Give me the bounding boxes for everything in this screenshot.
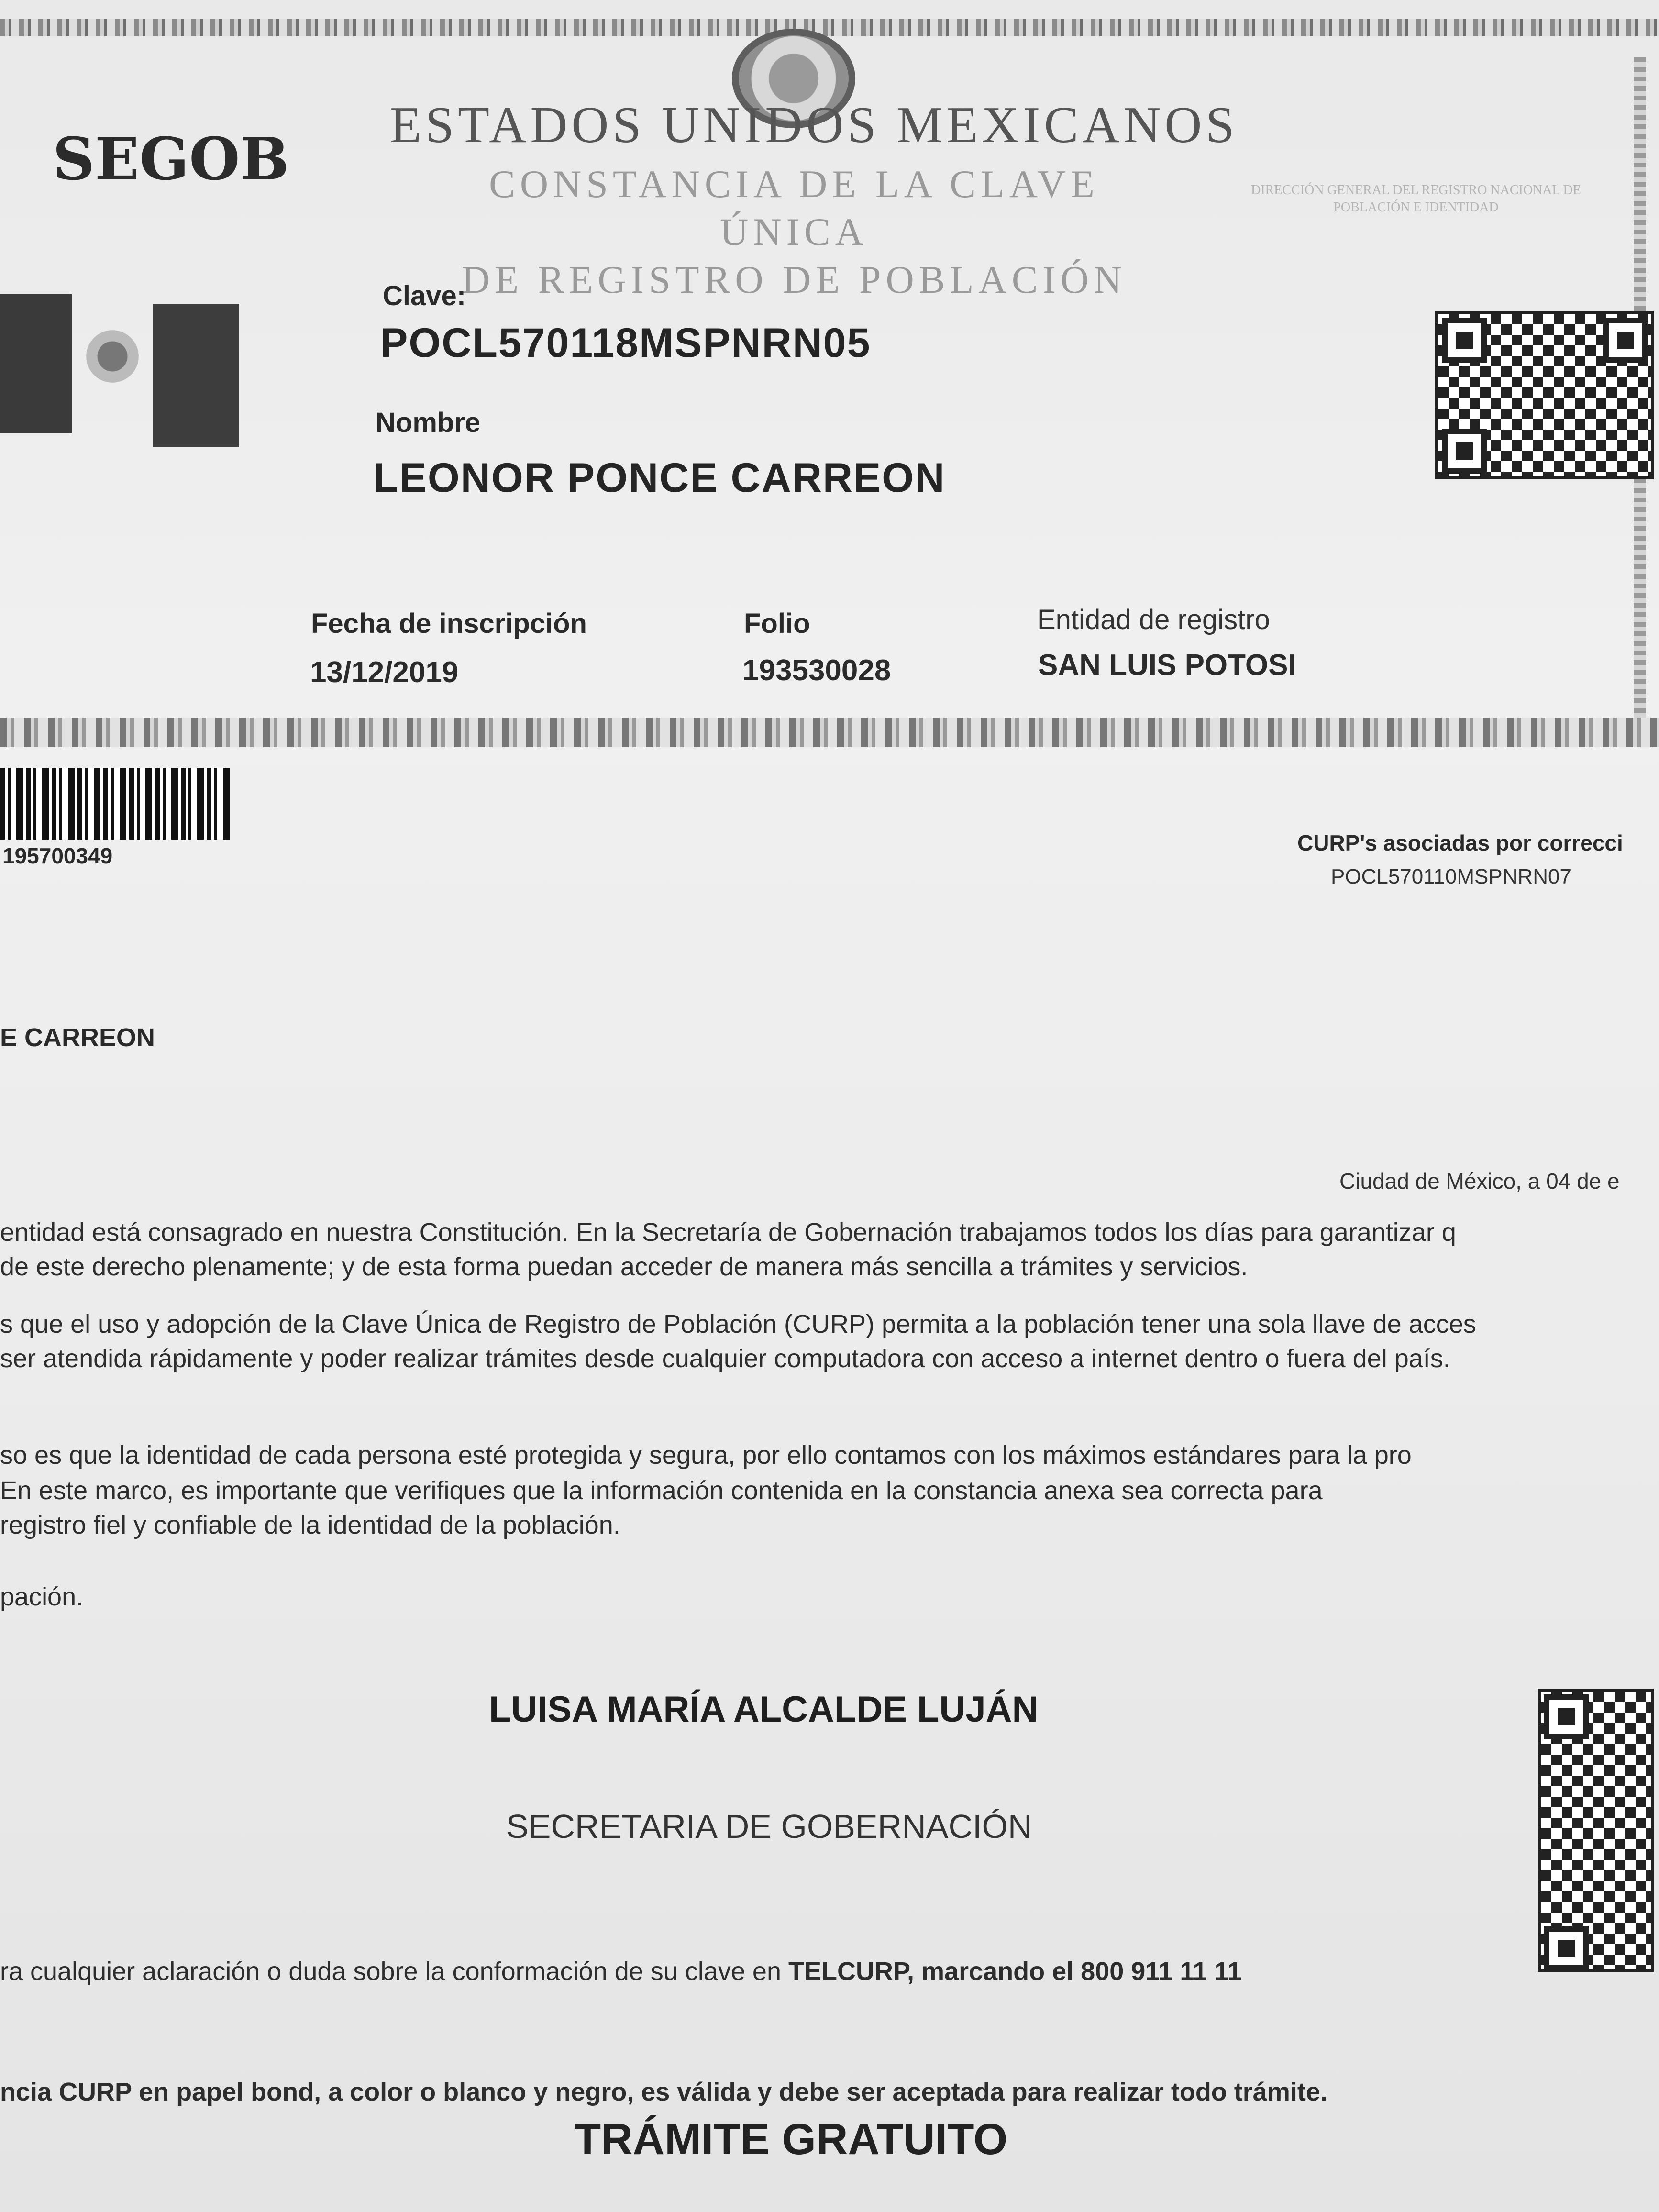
signatory-name: LUISA MARÍA ALCALDE LUJÁN — [489, 1689, 1039, 1730]
faded-institution-text: DIRECCIÓN GENERAL DEL REGISTRO NACIONAL DE POBLACIÓN E IDENTIDAD — [1251, 183, 1581, 215]
fecha-label: Fecha de inscripción — [311, 608, 587, 639]
document-title — [421, 160, 1167, 304]
telcurp-note-text: ra cualquier aclaración o duda sobre la conformación de su clave en — [0, 1957, 788, 1986]
paragraph-line: s que el uso y adopción de la Clave Única de Registro de Población (CURP) permita a la población tener una sola llave de acces — [0, 1310, 1476, 1338]
qr-finder-icon — [1544, 1694, 1589, 1739]
name-fragment: E CARREON — [0, 1023, 155, 1052]
clave-label: Clave: — [383, 280, 466, 311]
guilloche-border-top — [0, 19, 1659, 36]
curp-associated-label: CURP's asociadas por correcci — [1297, 830, 1623, 855]
paragraph-line: pación. — [0, 1582, 84, 1611]
paragraph-line: registro fiel y confiable de la identidad de la población. — [0, 1511, 620, 1539]
validity-note: ncia CURP en papel bond, a color o blanco y negro, es válida y debe ser aceptada para realizar todo trámite. — [0, 2078, 1327, 2106]
qr-finder-icon — [1544, 1926, 1589, 1971]
flag-stripe-right — [153, 304, 239, 447]
free-procedure-label: TRÁMITE GRATUITO — [574, 2115, 1008, 2164]
clave-value: POCL570118MSPNRN05 — [380, 320, 871, 366]
nombre-value: LEONOR PONCE CARREON — [373, 455, 946, 501]
paragraph-line: En este marco, es importante que verifiques que la información contenida en la constancia anexa sea correcta para — [0, 1476, 1323, 1505]
flag-emblem-icon — [86, 330, 139, 383]
folio-value: 193530028 — [742, 654, 891, 687]
entidad-value: SAN LUIS POTOSI — [1038, 649, 1296, 682]
document-title-line2: DE REGISTRO DE POBLACIÓN — [461, 258, 1127, 301]
qr-finder-icon — [1442, 429, 1487, 474]
telcurp-phone: TELCURP, marcando el 800 911 11 11 — [788, 1957, 1242, 1986]
qr-code-icon — [1435, 311, 1654, 479]
nombre-label: Nombre — [376, 407, 481, 438]
paragraph-line: ser atendida rápidamente y poder realizar trámites desde cualquier computadora con acceso a internet dentro o fuera del país. — [0, 1344, 1450, 1373]
entidad-label: Entidad de registro — [1037, 604, 1270, 635]
telcurp-note — [0, 1957, 1242, 1986]
qr-finder-icon — [1603, 318, 1648, 363]
agency-logo: SEGOB — [53, 124, 289, 193]
guilloche-border-middle — [0, 718, 1659, 747]
paragraph-line: de este derecho plenamente; y de esta forma puedan acceder de manera más sencilla a trámites y servicios. — [0, 1252, 1248, 1281]
flag-stripe-left — [0, 294, 72, 433]
qr-finder-icon — [1442, 318, 1487, 363]
signatory-title: SECRETARIA DE GOBERNACIÓN — [506, 1808, 1032, 1845]
paragraph-line: entidad está consagrado en nuestra Constitución. En la Secretaría de Gobernación trabajamos todos los días para garantizar q — [0, 1218, 1456, 1247]
document-title-line1: CONSTANCIA DE LA CLAVE ÚNICA — [489, 162, 1099, 254]
qr-code-icon — [1538, 1689, 1654, 1972]
city-date: Ciudad de México, a 04 de e — [1339, 1169, 1620, 1194]
folio-label: Folio — [744, 608, 810, 639]
paragraph-line: so es que la identidad de cada persona esté protegida y segura, por ello contamos con los máximos estándares para la pro — [0, 1441, 1412, 1470]
curp-associated-value: POCL570110MSPNRN07 — [1331, 865, 1571, 888]
barcode-number: 195700349 — [2, 843, 113, 868]
fecha-value: 13/12/2019 — [310, 656, 459, 689]
country-title: ESTADOS UNIDOS MEXICANOS — [390, 97, 1239, 154]
barcode-icon — [0, 768, 230, 840]
